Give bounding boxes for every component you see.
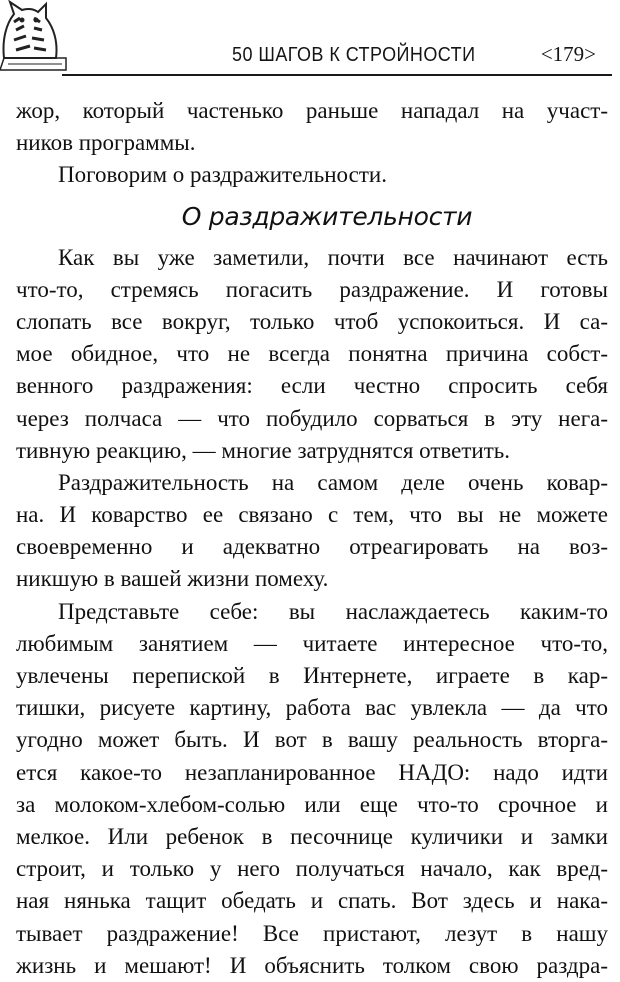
header-rule (62, 74, 612, 76)
text-line: никшую в вашей жизни помеху. (16, 566, 329, 592)
text-line: венного раздражения: если честно спросить себя (16, 373, 608, 399)
text-line: Представьте себе: вы наслаждаетесь каким-то (58, 598, 608, 624)
text-line: жор, который частенько раньше нападал на участ- (16, 98, 608, 123)
running-header (232, 38, 602, 78)
text-line: ников программы. (16, 130, 196, 156)
text-line: своевременно и адекватно отреагировать на воз- (16, 534, 608, 560)
text-line: Раздражительность на самом деле очень ковар- (58, 469, 608, 495)
text-line: за молоком-хлебом-солью или еще что-то срочное и (16, 791, 608, 817)
text-line: ется какое-то незапланированное НАДО: надо идти (16, 759, 608, 785)
text-line: Как вы уже заметили, почти все начинают есть (58, 244, 608, 270)
page-number: <179> (540, 42, 596, 66)
striped-cat-icon (0, 0, 70, 76)
text-line: что-то, стремясь погасить раздражение. И готовы (16, 276, 608, 302)
text-line: слопать все вокруг, только чтоб успокоиться. И са- (16, 308, 608, 334)
text-line: через полчаса — что побудило сорваться в эту нега- (16, 405, 608, 431)
text-line: ная нянька тащит обедать и спать. Вот здесь и нака- (16, 888, 608, 914)
text-line: мое обидное, что не всегда понятна причина собст- (16, 341, 608, 367)
body-text (16, 95, 608, 982)
text-line: тишки, рисуете картину, работа вас увлекла — да что (16, 695, 608, 721)
text-line: мелкое. Или ребенок в песочнице куличики и замки (16, 823, 608, 849)
text-line: любимым занятием — читаете интересное что-то, (16, 630, 608, 656)
section-heading: О раздражительности (181, 201, 473, 231)
book-title: 50 ШАГОВ К СТРОЙНОСТИ (232, 44, 476, 66)
text-line: на. И коварство ее связано с тем, что вы не можете (16, 502, 608, 528)
text-line: Поговорим о раздражительности. (58, 162, 387, 188)
text-line: жизнь и мешают! И объяснить толком свою раздра- (16, 952, 608, 978)
text-line: тивную реакцию, — многие затруднятся ответить. (16, 437, 511, 463)
text-line: строит, и только у него получаться начало, как вред- (16, 856, 608, 882)
text-line: тывает раздражение! Все пристают, лезут в нашу (16, 920, 608, 946)
text-line: угодно может быть. И вот в вашу реальность вторга- (16, 727, 608, 753)
text-line: увлечены перепиской в Интернете, играете в кар- (16, 663, 608, 688)
